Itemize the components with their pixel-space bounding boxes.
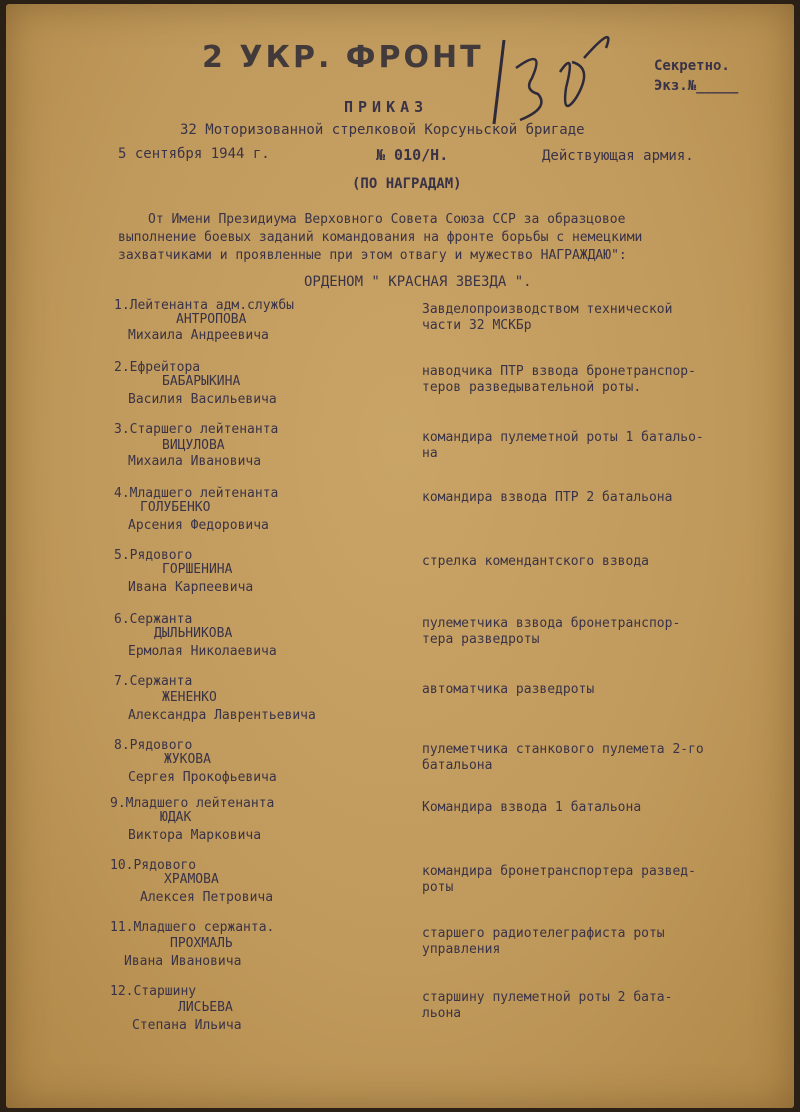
recipient-position-1: Завделопроизводством технической [422,302,673,317]
recipient-name: Сергея Прокофьевича [128,770,277,785]
recipient-rank: 6.Сержанта [114,612,193,627]
recipient-name: Алексея Петровича [140,890,274,905]
recipient-name: Михаила Ивановича [128,454,262,469]
recipient-rank: 8.Рядового [114,738,193,753]
recipient-position-2: части 32 МСКБр [422,318,532,333]
recipient-surname: АНТРОПОВА [176,312,247,327]
recipient-position-1: пулеметчика взвода бронетранспор- [422,616,681,631]
recipient-name: Виктора Марковича [128,828,262,843]
award-title: ОРДЕНОМ " КРАСНАЯ ЗВЕЗДА ". [304,274,532,290]
recipient-name: Ивана Карпеевича [128,580,254,595]
recipient-position-2: на [422,446,438,461]
recipient-name: Степана Ильича [132,1018,242,1033]
recipient-name: Ивана Ивановича [124,954,242,969]
handwritten-number [476,28,626,128]
recipient-position-1: старшину пулеметной роты 2 бата- [422,990,673,1005]
recipient-name: Василия Васильевича [128,392,277,407]
recipient-position-2: управления [422,942,501,957]
copy-number: Экз.№_____ [654,78,739,94]
recipient-position-2: тера разведроты [422,632,540,647]
recipient-position-1: автоматчика разведроты [422,682,595,697]
recipient-name: Арсения Федоровича [128,518,269,533]
recipient-position-1: стрелка комендантского взвода [422,554,649,569]
recipient-rank: 11.Младшего сержанта. [110,920,275,935]
recipient-rank: 7.Сержанта [114,674,193,689]
front-stamp: 2 УКР. ФРОНТ [202,40,484,75]
preamble-line-3: захватчиками и проявленные при этом отвагу и мужество НАГРАЖДАЮ": [118,248,627,263]
recipient-rank: 4.Младшего лейтенанта [114,486,279,501]
secret-label: Секретно. [654,58,730,74]
recipient-rank: 12.Старшину [110,984,197,999]
recipient-position-2: льона [422,1006,462,1021]
recipient-position-2: теров разведывательной роты. [422,380,642,395]
recipient-rank: 2.Ефрейтора [114,360,201,375]
recipient-position-2: роты [422,880,454,895]
recipient-surname: ЖЕНЕНКО [162,690,217,705]
recipient-surname: ЛИСЬЕВА [178,1000,233,1015]
recipient-rank: 9.Младшего лейтенанта [110,796,275,811]
unit-line: 32 Моторизованной стрелковой Корсуньской бригаде [180,122,585,138]
recipient-name: Александра Лаврентьевича [128,708,316,723]
order-subtitle: (ПО НАГРАДАМ) [352,176,462,192]
preamble-line-2: выполнение боевых заданий командования на фронте борьбы с немецкими [118,230,643,245]
recipient-name: Ермолая Николаевича [128,644,277,659]
recipient-surname: ВИЦУЛОВА [162,438,225,453]
recipient-position-1: старшего радиотелеграфиста роты [422,926,665,941]
recipient-position-1: пулеметчика станкового пулемета 2-го [422,742,704,757]
recipient-rank: 3.Старшего лейтенанта [114,422,279,437]
recipient-surname: ЮДАК [160,810,192,825]
handwritten-number-strokes [476,28,626,128]
recipient-position-1: командира взвода ПТР 2 батальона [422,490,673,505]
recipient-position-1: командира пулеметной роты 1 батальо- [422,430,704,445]
document-page [6,4,794,1108]
recipient-surname: ГОЛУБЕНКО [140,500,211,515]
recipient-rank: 5.Рядового [114,548,193,563]
recipient-surname: ДЫЛЬНИКОВА [154,626,233,641]
recipient-rank: 1.Лейтенанта адм.службы [114,298,295,313]
recipient-name: Михаила Андреевича [128,328,269,343]
recipient-surname: ЖУКОВА [164,752,211,767]
recipient-position-1: наводчика ПТР взвода бронетранспор- [422,364,696,379]
order-title: ПРИКАЗ [344,98,429,116]
order-number: № 010/Н. [376,146,449,164]
recipient-surname: ГОРШЕНИНА [162,562,233,577]
recipient-surname: БАБАРЫКИНА [162,374,241,389]
preamble-line-1: От Имени Президиума Верховного Совета Союза ССР за образцовое [148,212,626,227]
recipient-position-2: батальона [422,758,493,773]
order-place: Действующая армия. [542,148,694,164]
recipient-position-1: командира бронетранспортера развед- [422,864,696,879]
recipient-surname: ХРАМОВА [164,872,219,887]
recipient-position-1: Командира взвода 1 батальона [422,800,642,815]
order-date: 5 сентября 1944 г. [118,146,270,162]
recipient-surname: ПРОХМАЛЬ [170,936,233,951]
recipient-rank: 10.Рядового [110,858,197,873]
